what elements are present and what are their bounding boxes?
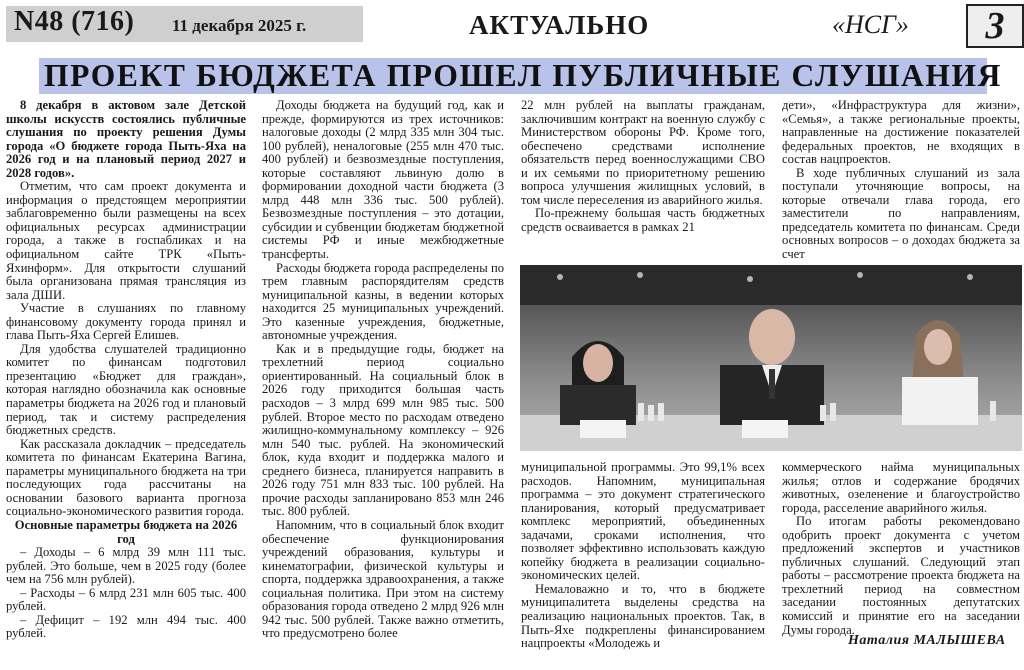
paragraph: Участие в слушаниях по главному финансовому документу города принял и глава Пыть-Яха Сергей Елишев. bbox=[6, 301, 246, 343]
paragraph: В ходе публичных слушаний из зала поступали уточняющие вопросы, на которые отвечали глава города, его заместители по направлениям, председатель комитета по финансам. Среди основных вопросов – о доходах бюджета за счет bbox=[782, 165, 1020, 262]
issue-number: N48 (716) bbox=[14, 6, 135, 37]
paragraph: По итогам работы рекомендовано одобрить проект документа с учетом предложений экспертов и участников публичных слушаний. Следующий этап работы – рассмотрение проекта бюджета на трехлетний период на совместном заседании постоянных депутатских комиссий и принятие его на заседании Думы города. bbox=[782, 514, 1020, 637]
issue-date: 11 декабря 2025 г. bbox=[172, 16, 307, 35]
paragraph: Отметим, что сам проект документа и информация о предстоящем мероприятии заблаговременно были размещены на всех официальных ресурсах администрации города, а также в госпабликах и на официальном сайте ТРК «Пыть-Яхинформ». Для открытости слушаний была организована прямая трансляция из зала ДШИ. bbox=[6, 179, 246, 302]
paragraph: – Доходы – 6 млрд 39 млн 111 тыс. рублей. Это больше, чем в 2025 году (более чем на 756 млн рублей). bbox=[6, 545, 246, 587]
page-number-box bbox=[966, 4, 1024, 48]
column-3-top bbox=[521, 99, 765, 234]
paragraph: Доходы бюджета на будущий год, как и прежде, формируются из трех источников: налоговые доходы (2 млрд 335 млн 304 тыс. 100 рублей), неналоговые (255 млн 470 тыс. 400 рублей) и безвозмездные поступления, которые составляют львиную долю в формировании доходной части бюджета (3 млрд 448 млн 336 тыс. 500 рублей). Безвозмездные поступления – это дотации, субсидии и субвенции бюджетам бюджетной системы РФ и иные межбюджетные трансферты. bbox=[262, 98, 504, 262]
paragraph: По-прежнему большая часть бюджетных средств осваивается в рамках 21 bbox=[521, 206, 765, 234]
column-2 bbox=[262, 99, 504, 641]
article-headline: ПРОЕКТ БЮДЖЕТА ПРОШЕЛ ПУБЛИЧНЫЕ СЛУШАНИЯ bbox=[44, 58, 1002, 93]
paragraph: муниципальной программы. Это 99,1% всех расходов. Напомним, муниципальная программа – это документ стратегического планирования, который предусматривает комплекс мероприятий, объединенных задачами, сроками исполнения, что позволяет эффективно использовать каждую копейку бюджета в реализации социально-экономических целей. bbox=[521, 460, 765, 583]
paragraph: Как и в предыдущие годы, бюджет на трехлетний период социально ориентированный. На социальный блок в 2026 году приходится большая часть расходов – 3 млрд 699 млн 985 тыс. 500 рублей. Второе место по расходам отведено жилищно-коммунальному комплексу – 926 млн 540 тыс. рублей. На экономический блок, куда входит и поддержка малого и среднего бизнеса, планируется направить в 2026 году 751 млн 833 тыс. 100 рублей. На прочие расходы запланировано 853 млн 246 тыс. 800 рублей. bbox=[262, 341, 504, 519]
paragraph: Как рассказала докладчик – председатель комитета по финансам Екатерина Вагина, параметры муниципального бюджета на три последующих года рассчитаны на основании базового варианта прогноза социально-экономического развития города. bbox=[6, 436, 246, 519]
subheading: Основные параметры бюджета на 2026 год bbox=[14, 517, 238, 546]
column-3-bottom bbox=[521, 461, 765, 651]
column-1 bbox=[6, 99, 246, 641]
page-header bbox=[0, 0, 1024, 48]
paragraph: Напомним, что в социальный блок входит обеспечение функционирования учреждений образования, культуры и кинематографии, физической культуры и спорта, поддержка здравоохранения, а также социальная политика. При этом на систему образования города отведено 2 млрд 926 млн 942 тыс. 500 рублей. Также важно отметить, что предусмотрено более bbox=[262, 517, 504, 641]
paragraph: Немаловажно и то, что в бюджете муниципалитета выделены средства на реализацию национальных проектов. Так, в Пыть-Яхе подкреплены финансированием нацпроекты «Молодежь и bbox=[521, 581, 765, 651]
page-number: 3 bbox=[985, 5, 1005, 47]
paragraph: дети», «Инфраструктура для жизни», «Семья», а также региональные проекты, направленные на достижение показателей федеральных проектов, не входящих в состав нацпроектов. bbox=[782, 98, 1020, 167]
paragraph: 22 млн рублей на выплаты гражданам, заключившим контракт на военную службу с Министерством обороны РФ. Кроме того, обеспечено средствами исполнение обязательств перед военнослужащими СВО и их семьями по приоритетному решению вопроса улучшения жилищных условий, в том числе переселения из аварийного жилья. bbox=[521, 98, 765, 207]
paragraph: – Расходы – 6 млрд 231 млн 605 тыс. 400 рублей. bbox=[6, 585, 246, 614]
column-4-top bbox=[782, 99, 1020, 262]
paragraph: – Дефицит – 192 млн 494 тыс. 400 рублей. bbox=[6, 612, 246, 641]
column-4-bottom bbox=[782, 461, 1020, 637]
newspaper-name: «НСГ» bbox=[832, 10, 909, 39]
lead-paragraph: 8 декабря в актовом зале Детской школы искусств состоялись публичные слушания по проекту решения Думы города «О бюджете города Пыть-Яха на 2026 год и на плановый период 2027 и 2028 годов». bbox=[6, 98, 246, 180]
author-signature: Наталия МАЛЫШЕВА bbox=[848, 633, 1006, 648]
paragraph: Расходы бюджета города распределены по трем главным распорядителям средств муниципальной казны, в ведении которых находится 25 муниципальных учреждений. Это казенные учреждения, бюджетные, автономные учреждения. bbox=[262, 260, 504, 343]
paragraph: коммерческого найма муниципальных жилья; отлов и содержание бродячих животных, озеленение и благоустройство города, расселение аварийного жилья. bbox=[782, 460, 1020, 515]
photo-illustration bbox=[520, 265, 1022, 451]
section-title: АКТУАЛЬНО bbox=[469, 10, 650, 40]
event-photo bbox=[520, 265, 1022, 451]
paragraph: Для удобства слушателей традиционно комитет по финансам подготовил презентацию «Бюджет для граждан», которая наглядно обозначила как основные параметры бюджета на 2026 год и плановый период, так и систему распределения бюджетных средств. bbox=[6, 341, 246, 438]
